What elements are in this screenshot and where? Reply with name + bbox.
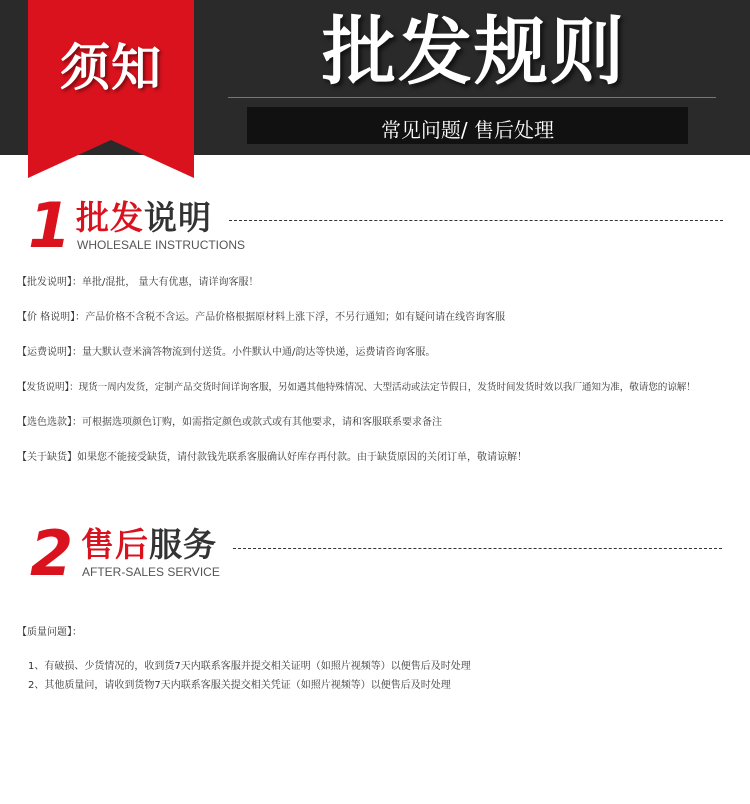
section-1-title <box>76 198 212 237</box>
list-item: 【发货说明】：现货一周内发货，定制产品交货时间详询客服，另如遇其他特殊情况、大型活动或法定节假日，发货时间发货时效以我厂通知为准，敬请您的谅解！ <box>17 382 696 393</box>
section-1-title-dark: 说明 <box>144 198 212 237</box>
list-item: 【价 格说明】：产品价格不含税不含运。产品价格根据原材料上涨下浮，不另行通知；如有疑问请在线咨询客服 <box>17 312 506 323</box>
section-2-title-red: 售后 <box>81 525 149 564</box>
list-item: 【关于缺货】如果您不能接受缺货，请付款钱先联系客服确认好库存再付款。由于缺货原因的关闭订单，敬请谅解！ <box>17 452 527 463</box>
quality-label: 【质量问题】： <box>17 627 82 638</box>
section-2-number: 2 <box>30 517 74 590</box>
section-1-title-red: 批发 <box>76 198 144 237</box>
header-subtitle: 常见问题/ 售后处理 <box>247 107 688 144</box>
list-item: 【批发说明】：单批/混批， 量大有优惠，请详询客服！ <box>17 277 259 288</box>
list-item: 【运费说明】：量大默认壹米滴答物流到付送货。小件默认中通/韵达等快递，运费请咨询客服。 <box>17 347 436 358</box>
list-item: 【选色选款】：可根据选项颜色订购，如需指定颜色或款式或有其他要求，请和客服联系要求备注 <box>17 417 442 428</box>
section-1-divider <box>229 220 723 221</box>
section-2-title-dark: 服务 <box>149 525 217 564</box>
section-2-divider <box>233 548 722 549</box>
section-2-title <box>81 525 217 564</box>
section-2-subtitle: AFTER-SALES SERVICE <box>82 565 220 579</box>
ribbon-text: 须知 <box>60 39 162 97</box>
page-title: 批发规则 <box>322 9 626 95</box>
list-item: 2、其他质量问，请收到货物7天内联系客服关提交相关凭证（如照片视频等）以便售后及时处理 <box>28 680 451 691</box>
header-divider <box>228 97 716 98</box>
list-item: 1、有破损、少货情况的，收到货7天内联系客服并提交相关证明（如照片视频等）以便售后及时处理 <box>28 661 471 672</box>
section-1-subtitle: WHOLESALE INSTRUCTIONS <box>77 238 246 252</box>
section-1-number: 1 <box>28 189 72 262</box>
